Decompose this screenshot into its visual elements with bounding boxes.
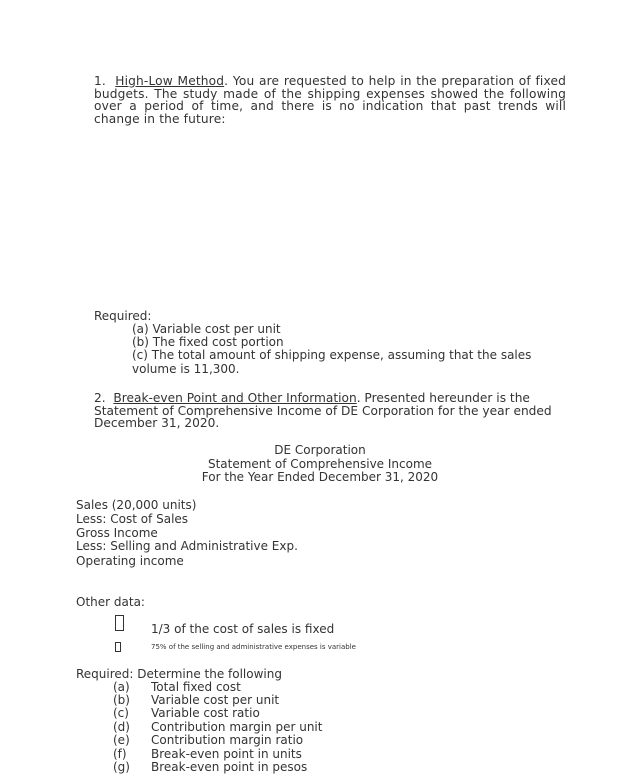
requirement-letter: (e) (113, 733, 130, 747)
problem-2-paragraph (94, 392, 564, 430)
bullet-box-icon (115, 642, 121, 652)
requirement-text: Contribution margin ratio (151, 733, 304, 747)
problem-2-number: 2. (94, 391, 106, 405)
problem-1-title: High-Low Method (115, 74, 225, 88)
income-line-sales: Sales (20,000 units) (76, 498, 197, 512)
problem-2-intro: . Presented hereunder is the Statement of Comprehensive Income of DE Corporation for the year ended December 31, 2020. (94, 391, 552, 431)
problem-1-paragraph (94, 75, 566, 125)
problem-1-required-label: Required: (94, 309, 152, 323)
problem-1-intro: . You are requested to help in the preparation of fixed budgets. The study made of the shipping expenses showed the following over a period of time, and there is no indication that past trends will change in the future: (94, 74, 566, 126)
problem-2-required-label: Required: Determine the following (76, 667, 282, 681)
bullet-box-icon (115, 615, 124, 631)
problem-1-item-b: (b) The fixed cost portion (132, 335, 284, 349)
problem-2-title: Break-even Point and Other Information (113, 391, 357, 405)
problem-1-item-c: (c) The total amount of shipping expense, assuming that the sales volume is 11,300. (132, 348, 532, 376)
problem-1-item-a: (a) Variable cost per unit (132, 322, 281, 336)
requirement-text: Break-even point in pesos (151, 760, 308, 774)
requirement-letter: (a) (113, 680, 130, 694)
requirement-text: Variable cost per unit (151, 693, 280, 707)
requirement-text: Break-even point in units (151, 747, 302, 761)
requirement-letter: (b) (113, 693, 130, 707)
requirement-letter: (c) (113, 706, 129, 720)
requirement-text: Total fixed cost (151, 680, 241, 694)
requirement-text: Contribution margin per unit (151, 720, 323, 734)
problem-1-number: 1. (94, 74, 106, 88)
requirement-letter: (f) (113, 747, 127, 761)
requirement-text: Variable cost ratio (151, 706, 260, 720)
statement-title: Statement of Comprehensive Income (207, 457, 433, 471)
income-line-selling-admin: Less: Selling and Administrative Exp. (76, 539, 298, 553)
requirement-letter: (g) (113, 760, 130, 774)
other-data-label: Other data: (76, 595, 145, 609)
income-line-operating-income: Operating income (76, 554, 184, 568)
other-data-item-2: 75% of the selling and administrative expenses is variable (151, 643, 356, 651)
other-data-item-1: 1/3 of the cost of sales is fixed (151, 622, 335, 636)
requirement-letter: (d) (113, 720, 130, 734)
income-line-cost-of-sales: Less: Cost of Sales (76, 512, 189, 526)
company-name: DE Corporation (274, 443, 366, 457)
statement-period: For the Year Ended December 31, 2020 (201, 470, 439, 484)
income-line-gross-income: Gross Income (76, 526, 158, 540)
